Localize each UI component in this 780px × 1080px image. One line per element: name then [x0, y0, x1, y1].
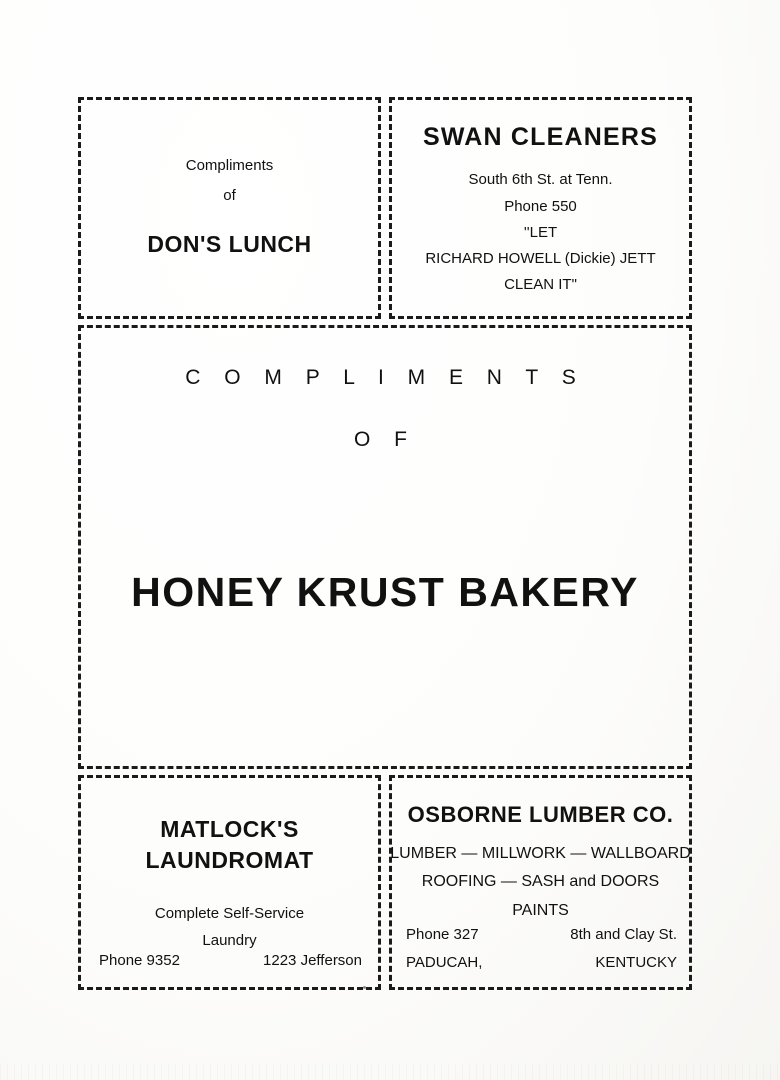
- matlocks-service-line-1: Complete Self-Service: [154, 905, 305, 923]
- matlocks-service-line-2: Laundry: [202, 931, 257, 949]
- ad-dons-lunch: [78, 97, 381, 319]
- honey-krust-compliments: C O M P L I M E N T S: [185, 365, 585, 389]
- osborne-city: PADUCAH,: [406, 954, 483, 971]
- swan-cleaners-phone: Phone 550: [504, 197, 577, 215]
- dons-lunch-name: DON'S LUNCH: [147, 230, 312, 257]
- ad-swan-cleaners: [389, 97, 692, 319]
- matlocks-phone: Phone 9352: [99, 952, 180, 969]
- osborne-products-1: LUMBER — MILLWORK — WALLBOARD: [390, 844, 691, 862]
- scan-speck: [363, 986, 366, 989]
- dons-lunch-of: of: [223, 187, 236, 205]
- osborne-products-3: PAINTS: [512, 901, 569, 919]
- osborne-street: 8th and Clay St.: [570, 926, 677, 943]
- swan-cleaners-slogan-2: RICHARD HOWELL (Dickie) JETT: [425, 250, 656, 267]
- matlocks-name-line-1: MATLOCK'S: [160, 816, 299, 843]
- advertisement-grid: [78, 97, 692, 990]
- matlocks-footer: [99, 952, 362, 969]
- scan-edge-noise: [0, 1064, 780, 1080]
- honey-krust-name: HONEY KRUST BAKERY: [131, 568, 639, 615]
- osborne-phone: Phone 327: [406, 926, 479, 943]
- ad-osborne-lumber-co: [389, 775, 692, 990]
- matlocks-address: 1223 Jefferson: [263, 952, 362, 969]
- ad-honey-krust-bakery: [78, 325, 692, 769]
- swan-cleaners-slogan-3: CLEAN IT": [504, 276, 577, 294]
- ad-matlocks-laundromat: [78, 775, 381, 990]
- osborne-title: OSBORNE LUMBER CO.: [407, 802, 674, 827]
- osborne-products-2: ROOFING — SASH and DOORS: [421, 873, 660, 891]
- dons-lunch-compliments: Compliments: [185, 157, 274, 175]
- osborne-state: KENTUCKY: [595, 954, 677, 971]
- matlocks-name-line-2: LAUNDROMAT: [145, 847, 314, 874]
- osborne-footer-top: [406, 926, 677, 943]
- osborne-footer-bottom: [406, 954, 677, 971]
- swan-cleaners-title: SWAN CLEANERS: [422, 122, 659, 151]
- swan-cleaners-slogan-1: ''LET: [523, 223, 558, 241]
- honey-krust-of: O F: [354, 428, 416, 452]
- swan-cleaners-address: South 6th St. at Tenn.: [468, 171, 613, 189]
